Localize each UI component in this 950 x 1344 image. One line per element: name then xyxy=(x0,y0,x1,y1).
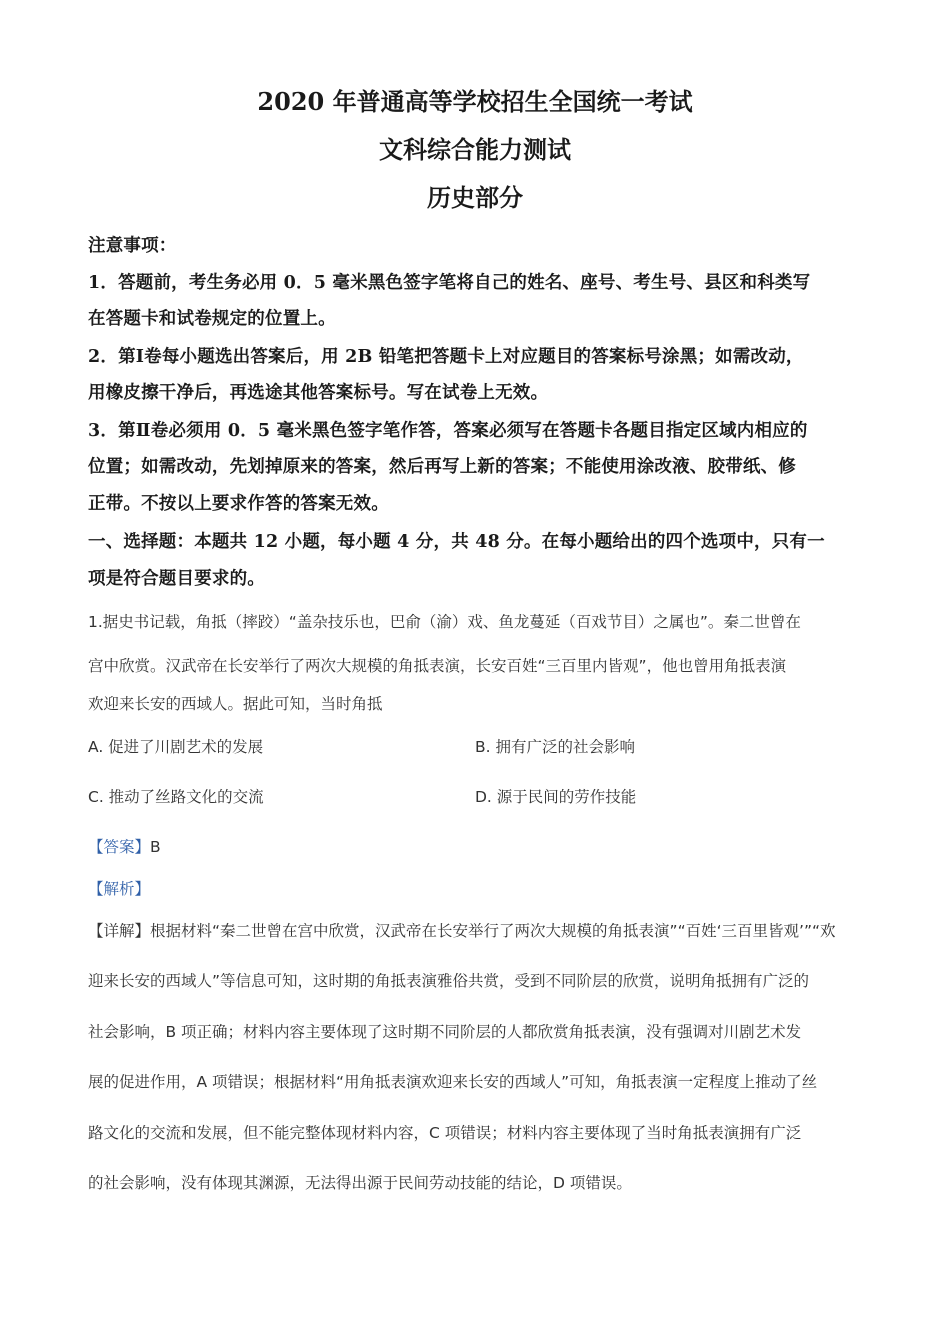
notes-line: 正带。不按以上要求作答的答案无效。 xyxy=(88,494,389,514)
detail-line: 路文化的交流和发展，但不能完整体现材料内容，C 项错误；材料内容主要体现了当时角抵表演拥有广泛 xyxy=(88,1124,802,1142)
option-b: B. 拥有广泛的社会影响 xyxy=(475,738,635,756)
section-instruction: 一、选择题：本题共 12 小题，每小题 4 分，共 48 分。在每小题给出的四个选项中，只有一 xyxy=(88,532,825,552)
question-stem-line: 欢迎来长安的西域人。据此可知，当时角抵 xyxy=(88,695,383,713)
detail-line: 迎来长安的西域人”等信息可知，这时期的角抵表演雅俗共赏，受到不同阶层的欣赏，说明角抵拥有广泛的 xyxy=(88,972,810,990)
detail-line: 社会影响，B 项正确；材料内容主要体现了这时期不同阶层的人都欣赏角抵表演，没有强调对川剧艺术发 xyxy=(88,1023,802,1041)
analysis-tag: 【解析】 xyxy=(88,880,151,898)
notes-line: 3．第Ⅱ卷必须用 0．5 毫米黑色签字笔作答，答案必须写在答题卡各题目指定区域内相应的 xyxy=(88,421,808,441)
option-c: C. 推动了丝路文化的交流 xyxy=(88,788,264,806)
notes-line: 位置；如需改动，先划掉原来的答案，然后再写上新的答案；不能使用涂改液、胶带纸、修 xyxy=(88,457,796,477)
option-a: A. 促进了川剧艺术的发展 xyxy=(88,738,264,756)
notes-heading: 注意事项： xyxy=(88,236,177,256)
answer-value: B xyxy=(150,838,161,856)
question-stem-line: 宫中欣赏。汉武帝在长安举行了两次大规模的角抵表演，长安百姓“三百里内皆观”，他也曾用角抵表演 xyxy=(88,657,787,675)
question-stem-line: 1.据史书记载，角抵（摔跤）“盖杂技乐也，巴俞（渝）戏、鱼龙蔓延（百戏节目）之属也”。秦二世曾在 xyxy=(88,613,801,631)
section-instruction: 项是符合题目要求的。 xyxy=(88,569,265,589)
detail-text: 根据材料“秦二世曾在宫中欣赏，汉武帝在长安举行了两次大规模的角抵表演”“百姓‘三百里皆观’”“欢 xyxy=(150,922,836,940)
exam-title: 2020 年普通高等学校招生全国统一考试 xyxy=(257,87,693,116)
detail-tag: 【详解】 xyxy=(88,922,151,940)
answer-line xyxy=(88,835,878,857)
detail-line: 的社会影响，没有体现其渊源，无法得出源于民间劳动技能的结论，D 项错误。 xyxy=(88,1174,632,1192)
exam-subtitle: 文科综合能力测试 xyxy=(379,135,571,164)
detail-line xyxy=(88,919,878,941)
notes-line: 用橡皮擦干净后，再选途其他答案标号。写在试卷上无效。 xyxy=(88,383,549,403)
notes-line: 1．答题前，考生务必用 0．5 毫米黑色签字笔将自己的姓名、座号、考生号、县区和科类写 xyxy=(88,273,811,293)
detail-line: 展的促进作用，A 项错误；根据材料“用角抵表演欢迎来长安的西域人”可知，角抵表演一定程度上推动了丝 xyxy=(88,1073,818,1091)
exam-section-title: 历史部分 xyxy=(427,183,523,212)
answer-tag: 【答案】 xyxy=(88,838,151,856)
notes-line: 2．第Ⅰ卷每小题选出答案后，用 2B 铅笔把答题卡上对应题目的答案标号涂黑；如需改动， xyxy=(88,347,804,367)
notes-line: 在答题卡和试卷规定的位置上。 xyxy=(88,309,336,329)
option-d: D. 源于民间的劳作技能 xyxy=(475,788,637,806)
analysis-line xyxy=(88,877,878,899)
